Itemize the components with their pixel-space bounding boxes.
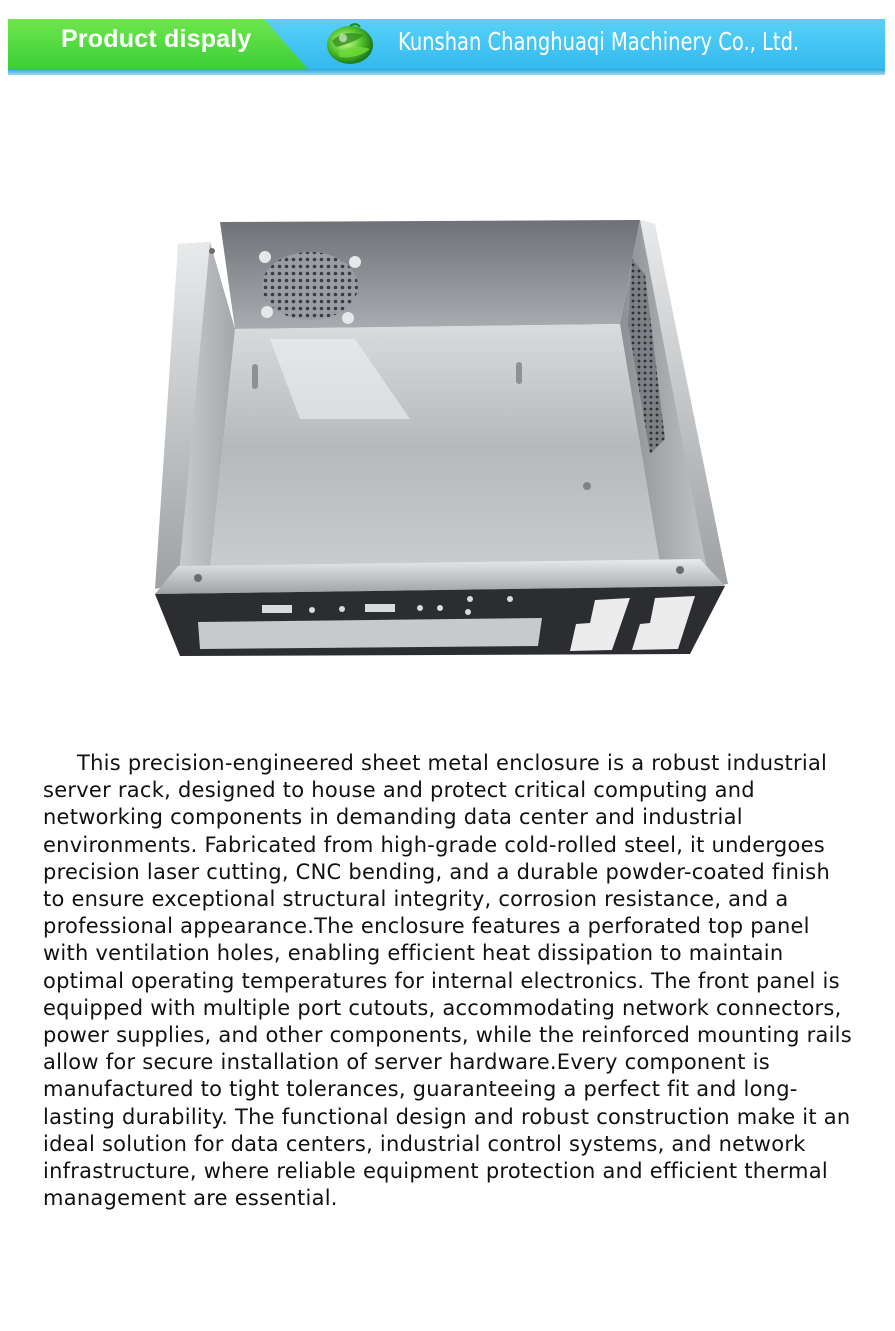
product-description: This precision-engineered sheet metal enclosure is a robust industrial server rack, designed to house and protect critical computing and networking components in demanding data center and industrial environments. Fabricated from high-grade cold-rolled steel, it undergoes precision laser cutting, CNC bending, and a durable powder-coated finish to ensure exceptional structural integrity, corrosion resistance, and a professional appearance.The enclosure features a perforated top panel with ventilation holes, enabling efficient heat dissipation to maintain optimal operating temperatures for internal electronics. The front panel is equipped with multiple port cutouts, accommodating network connectors, power supplies, and other components, while the reinforced mounting rails allow for secure installation of server hardware.Every component is manufactured to tight tolerances, guaranteeing a perfect fit and long-lasting durability. The functional design and robust construction make it an ideal solution for data centers, industrial control systems, and network infrastructure, where reliable equipment protection and efficient thermal management are essential. bbox=[43, 751, 852, 1211]
banner-shadow bbox=[8, 69, 885, 75]
globe-leaf-logo-icon bbox=[324, 21, 376, 67]
sheet-metal-server-enclosure-image bbox=[150, 214, 735, 664]
product-display-label: Product dispaly bbox=[61, 25, 252, 53]
company-name: Kunshan Changhuaqi Machinery Co., Ltd. bbox=[398, 27, 800, 56]
header-banner bbox=[8, 13, 885, 75]
